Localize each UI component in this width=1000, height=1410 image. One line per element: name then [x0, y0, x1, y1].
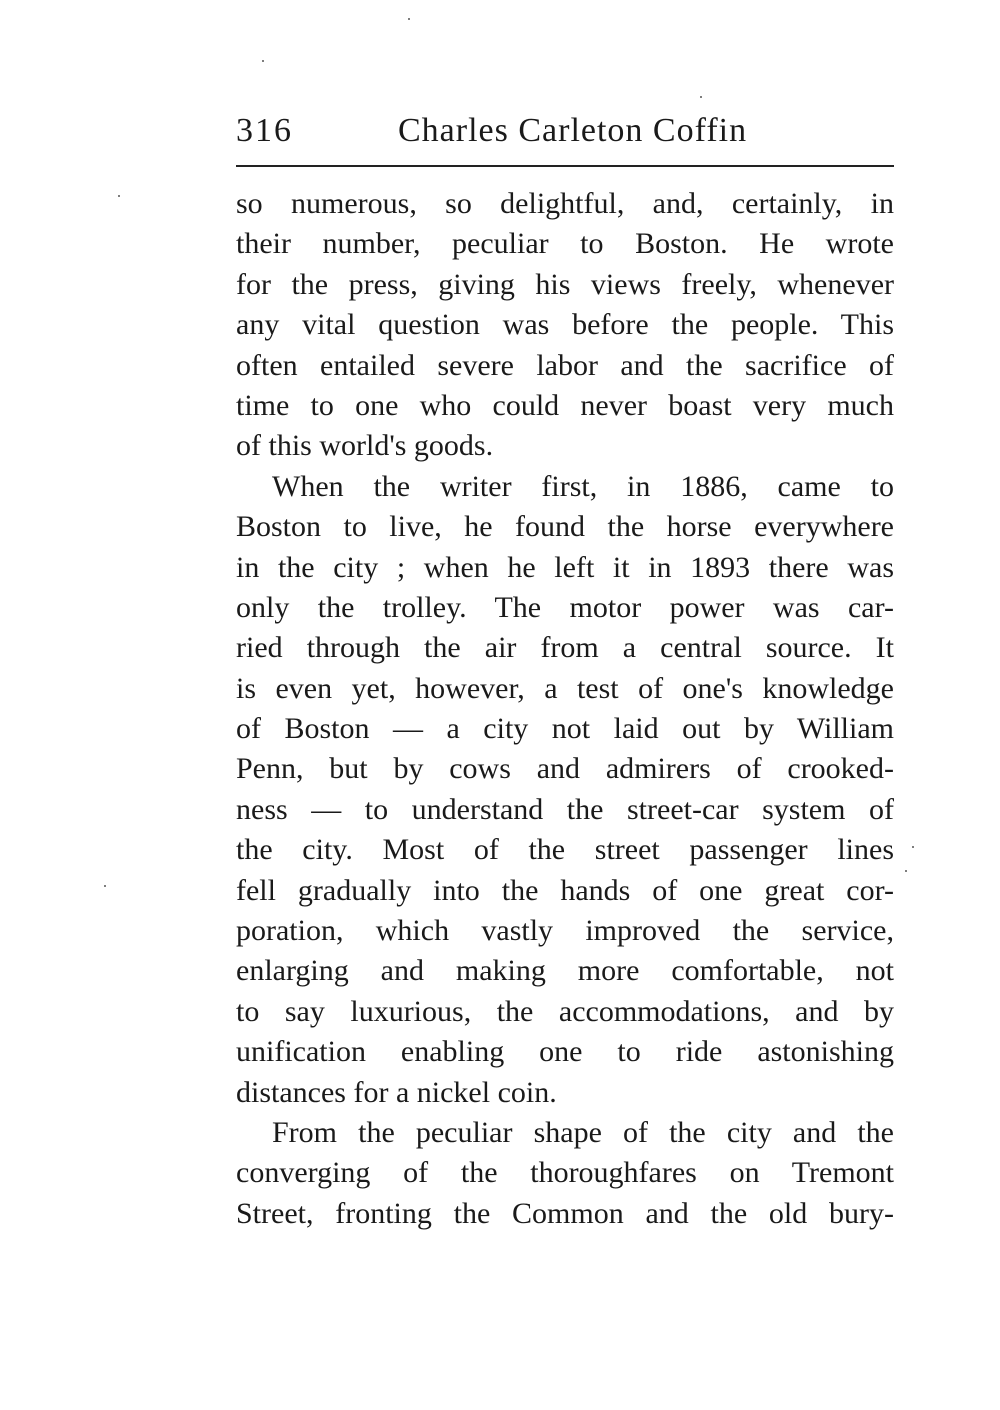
text-line: converging of the thoroughfares on Tremont — [236, 1156, 894, 1190]
text-line: distances for a nickel coin. — [236, 1075, 557, 1109]
text-line: enlarging and making more comfortable, not — [236, 954, 894, 988]
text-line: From the peculiar shape of the city and the — [272, 1115, 894, 1149]
text-line: often entailed severe labor and the sacrifice of — [236, 348, 894, 382]
text-line: to say luxurious, the accommodations, and by — [236, 994, 894, 1028]
text-line: time to one who could never boast very much — [236, 388, 894, 422]
scan-speck — [912, 846, 914, 848]
text-line: ness — to understand the street-car system of — [236, 792, 894, 826]
text-line: so numerous, so delightful, and, certainly, in — [236, 187, 894, 220]
scan-speck — [118, 195, 120, 197]
scan-speck — [104, 885, 106, 887]
paragraph-2 — [236, 467, 894, 1113]
text-line: the city. Most of the street passenger lines — [236, 833, 894, 867]
text-line: Boston to live, he found the horse everywhere — [236, 510, 894, 544]
running-head: Charles Carleton Coffin — [398, 112, 748, 149]
scan-speck — [408, 18, 410, 20]
paragraph-1 — [236, 184, 894, 467]
page-number: 316 — [236, 112, 293, 149]
text-line: Penn, but by cows and admirers of crooked- — [236, 752, 894, 786]
text-line: fell gradually into the hands of one great cor- — [236, 873, 894, 907]
text-line: of this world's goods. — [236, 429, 494, 463]
scan-speck — [262, 60, 264, 62]
text-line: their number, peculiar to Boston. He wrote — [236, 227, 894, 261]
text-line: is even yet, however, a test of one's knowledge — [236, 671, 894, 705]
text-line: of Boston — a city not laid out by William — [236, 712, 894, 746]
text-line: in the city ; when he left it in 1893 there was — [236, 550, 894, 584]
page-header — [236, 112, 894, 162]
text-line: When the writer first, in 1886, came to — [272, 469, 894, 503]
header-rule — [236, 165, 894, 167]
paragraph-3 — [236, 1113, 894, 1234]
text-line: only the trolley. The motor power was car- — [236, 590, 894, 624]
text-line: unification enabling one to ride astonishing — [236, 1035, 894, 1069]
text-line: poration, which vastly improved the service, — [236, 914, 894, 948]
text-line: ried through the air from a central source. It — [236, 631, 894, 665]
text-line: Street, fronting the Common and the old bury- — [236, 1196, 894, 1230]
text-line: any vital question was before the people. This — [236, 308, 894, 342]
body-text — [236, 184, 894, 1234]
scan-speck — [905, 870, 907, 872]
scan-speck — [700, 96, 702, 98]
text-line: for the press, giving his views freely, whenever — [236, 267, 894, 301]
